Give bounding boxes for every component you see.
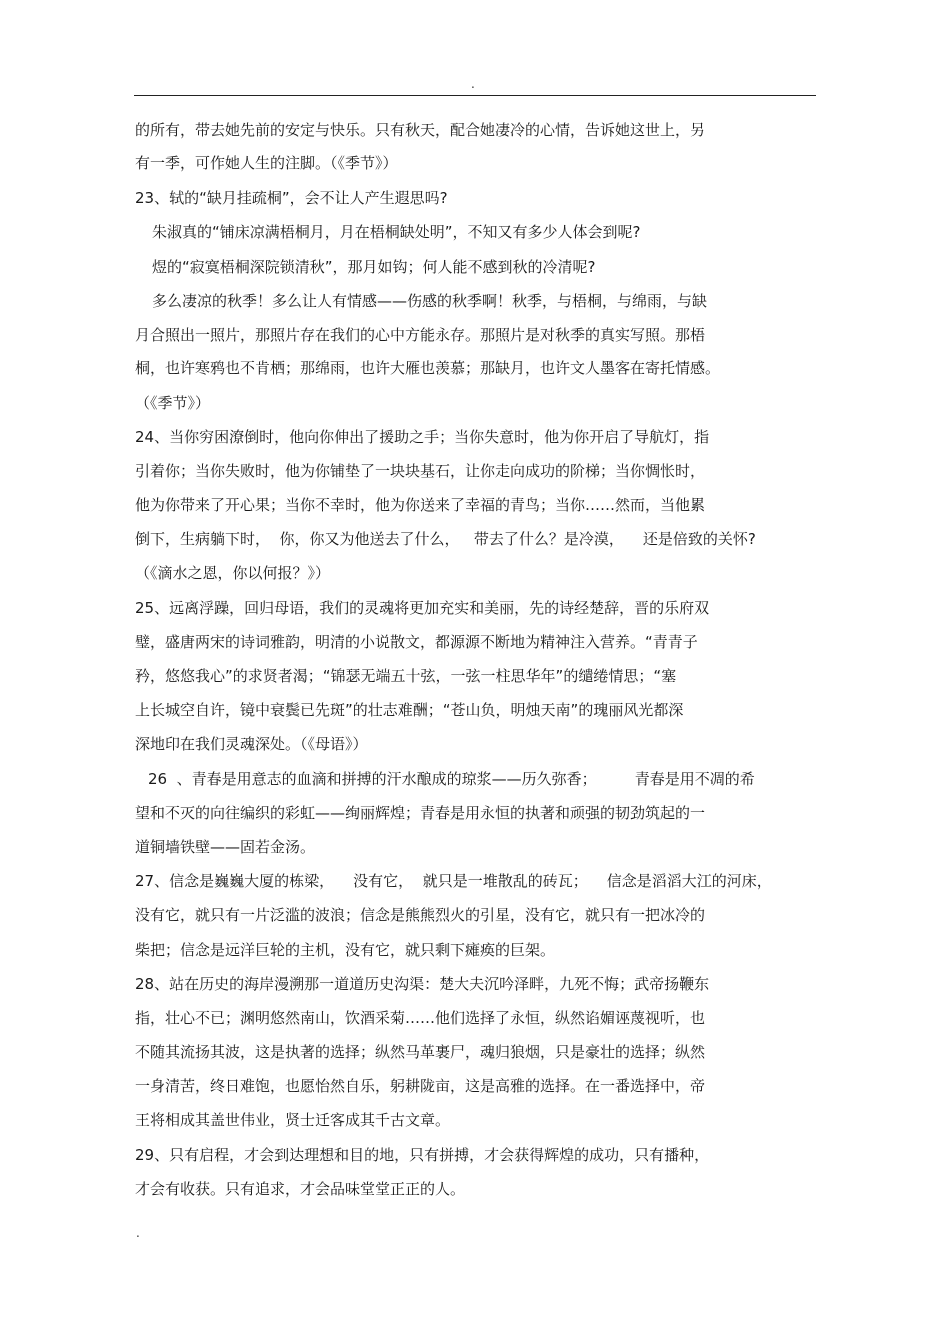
text-line: 没有它，就只有一片泛滥的波浪；信念是熊熊烈火的引星，没有它，就只有一把冰冷的 xyxy=(135,906,706,924)
footer-dot-mark: . xyxy=(136,1226,140,1240)
text-line: 24、当你穷困潦倒时，他向你伸出了援助之手；当你失意时，他为你开启了导航灯，指 xyxy=(135,428,710,446)
text-line: 一身清苦，终日难饱，也愿怡然自乐，躬耕陇亩，这是高雅的选择。在一番选择中，帝 xyxy=(135,1077,706,1095)
text-line: 望和不灭的向往编织的彩虹——绚丽辉煌；青春是用永恒的执著和顽强的韧劲筑起的一 xyxy=(135,804,706,822)
text-line: 桐，也许寒鸦也不肯栖；那绵雨，也许大雁也羡慕；那缺月，也许文人墨客在寄托情感。 xyxy=(135,359,721,377)
text-line: 道铜墙铁壁——固若金汤。 xyxy=(135,838,316,856)
text-line: 27、信念是巍巍大厦的栋梁， 没有它， 就只是一堆散乱的砖瓦； 信念是滔滔大江的河床， xyxy=(135,872,772,890)
text-line: 多么凄凉的秋季！多么让人有情感——伤感的秋季啊！秋季，与梧桐，与绵雨，与缺 xyxy=(152,292,708,310)
text-line: （《滴水之恩，你以何报？》） xyxy=(135,564,331,582)
text-line: 璧，盛唐两宋的诗词雅韵，明清的小说散文，都源源不断地为精神注入营养。“青青子 xyxy=(135,633,698,651)
text-line: 不随其流扬其波，这是执著的选择；纵然马革裹尸，魂归狼烟，只是豪壮的选择；纵然 xyxy=(135,1043,706,1061)
text-line: 才会有收获。只有追求，才会品味堂堂正正的人。 xyxy=(135,1180,466,1198)
text-line: 矜，悠悠我心”的求贤者渴；“锦瑟无端五十弦，一弦一柱思华年”的缱绻情思；“塞 xyxy=(135,667,677,685)
text-line: 23、轼的“缺月挂疏桐”，会不让人产生遐思吗? xyxy=(135,189,448,207)
text-line: 26 、青春是用意志的血滴和拼搏的汗水酿成的琼浆——历久弥香； 青春是用不凋的希 xyxy=(148,770,755,788)
text-line: 煜的“寂寞梧桐深院锁清秋”，那月如钩；何人能不感到秋的冷清呢? xyxy=(152,258,596,276)
text-line: 29、只有启程，才会到达理想和目的地，只有拼搏，才会获得辉煌的成功，只有播种， xyxy=(135,1146,710,1164)
text-line: 深地印在我们灵魂深处。（《母语》） xyxy=(135,735,368,753)
text-line: 他为你带来了开心果；当你不幸时，他为你送来了幸福的青鸟；当你……然而，当他累 xyxy=(135,496,706,514)
text-line: （《季节》） xyxy=(135,394,211,412)
header-dot-mark: . xyxy=(471,77,475,91)
header-rule xyxy=(134,95,816,96)
text-line: 上长城空自许，镜中衰鬓已先斑”的壮志难酬；“苍山负，明烛天南”的瑰丽风光都深 xyxy=(135,701,684,719)
text-line: 柴把；信念是远洋巨轮的主机，没有它，就只剩下瘫痪的巨架。 xyxy=(135,941,556,959)
text-line: 引着你；当你失败时，他为你铺垫了一块块基石，让你走向成功的阶梯；当你惆怅时， xyxy=(135,462,706,480)
text-line: 朱淑真的“铺床凉满梧桐月，月在梧桐缺处明”，不知又有多少人体会到呢? xyxy=(152,223,641,241)
text-line: 25、远离浮躁，回归母语，我们的灵魂将更加充实和美丽，先的诗经楚辞，晋的乐府双 xyxy=(135,599,710,617)
text-line: 28、站在历史的海岸漫溯那一道道历史沟渠：楚大夫沉吟泽畔，九死不悔；武帝扬鞭东 xyxy=(135,975,710,993)
text-line: 有一季，可作她人生的注脚。（《季节》） xyxy=(135,154,398,172)
text-line: 的所有，带去她先前的安定与快乐。只有秋天，配合她凄冷的心情，告诉她这世上，另 xyxy=(135,121,706,139)
text-line: 月合照出一照片，那照片存在我们的心中方能永存。那照片是对秋季的真实写照。那梧 xyxy=(135,326,706,344)
text-line: 王将相成其盖世伟业，贤士迁客成其千古文章。 xyxy=(135,1111,451,1129)
text-line: 倒下，生病躺下时， 你，你又为他送去了什么， 带去了什么？是冷漠， 还是倍致的关怀? xyxy=(135,530,756,548)
text-line: 指，壮心不已；渊明悠然南山，饮酒采菊……他们选择了永恒，纵然谄媚诬蔑视听，也 xyxy=(135,1009,706,1027)
